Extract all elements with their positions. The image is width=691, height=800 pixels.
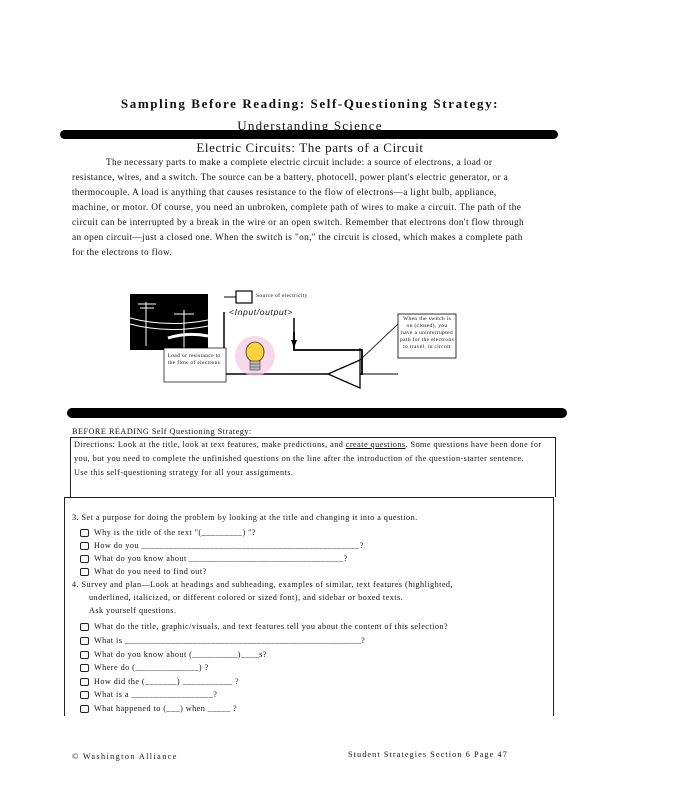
q4-option-4: Where do (______________) ? — [94, 661, 209, 675]
question-3: 3. Set a purpose for doing the problem by looking at the title and changing it into a question. — [72, 513, 418, 522]
q3-option-2: How do you ________________________________________________? — [94, 539, 364, 553]
q4-option-1: What do the title, graphic/visuals, and text features tell you about the content of this selection? — [94, 620, 448, 634]
circuit-diagram — [128, 288, 548, 398]
q4-option-2: What is ____________________________________________________? — [94, 634, 365, 648]
directions-prefix: Directions: Look at the title, look at text features, make predictions, and — [74, 440, 346, 449]
switch-triangle — [328, 360, 360, 388]
io-label: <Input/output> — [229, 307, 293, 317]
q4-option-6: What is a __________________? — [94, 688, 217, 702]
footer-right: Student Strategies Section 6 Page 47 — [348, 750, 508, 759]
before-reading-heading: BEFORE READING Self Questioning Strategy: — [72, 427, 252, 436]
intro-paragraph — [72, 156, 534, 261]
page-subtitle: Electric Circuits: The parts of a Circuit — [196, 140, 424, 155]
q4-option-3: What do you know about (__________)____s? — [94, 648, 267, 662]
q3-option-4: What do you need to find out? — [94, 565, 207, 579]
question-4: 4. Survey and plan—Look at headings and subheading, examples of similar, text features (highlighted, — [72, 580, 453, 589]
question-4-line3: Ask yourself questions. — [89, 606, 177, 615]
directions-box — [70, 437, 556, 497]
load-label: Load or resistance to the flow of electrons — [167, 353, 221, 366]
q4-option-7: What happened to (___) when _____ ? — [94, 702, 237, 716]
q4-option-5: How did the (_______) ___________ ? — [94, 675, 239, 689]
page-title-line2: Understanding Science — [237, 118, 383, 133]
light-bulb-icon — [235, 336, 275, 376]
intro-text: The necessary parts to make a complete electric circuit include: a source of electrons, a load or resistance, wires, and a switch. The source can be a battery, photocell, power plant's electric generator, or a thermocouple. A load is anything that causes resistance to the flow of electrons—a light bulb, appliance, machine, or motor. Of course, you need an unbroken, complete path of wires to make a circuit. The path of the circuit can be interrupted by a break in the wire or an open switch. Remember that electrons don't flow through an open circuit—just a closed one. When the switch is "on," the circuit is closed, which makes a complete path for the electrons to flow. — [72, 158, 525, 258]
switch-label: When the switch is on (closed), you have a uninterrupted path for the electrons to travel, in circuit — [400, 316, 454, 350]
directions-suffix: . Some questions have been done for you, but you need to complete the unfinished questions on the line after the introduction of the question-starter sentence. — [74, 440, 542, 463]
source-box — [236, 291, 252, 303]
page-title: Sampling Before Reading: Self-Questioning Strategy: — [120, 96, 500, 111]
directions-text — [71, 438, 555, 466]
source-label: Source of electricity — [256, 293, 308, 299]
q3-option-1: Why is the title of the text "(_________) "? — [94, 526, 256, 540]
question-4-line2: underlined, italicized, or different colored or sized font), and sidebar or boxed texts. — [89, 593, 404, 602]
divider-bar-2 — [67, 408, 567, 418]
footer-left: © Washington Alliance — [72, 752, 178, 761]
use-line: Use this self-questioning strategy for all your assignments. — [74, 468, 294, 477]
q3-option-3: What do you know about __________________________________? — [94, 552, 348, 566]
directions-emphasis: create questions — [345, 440, 406, 449]
